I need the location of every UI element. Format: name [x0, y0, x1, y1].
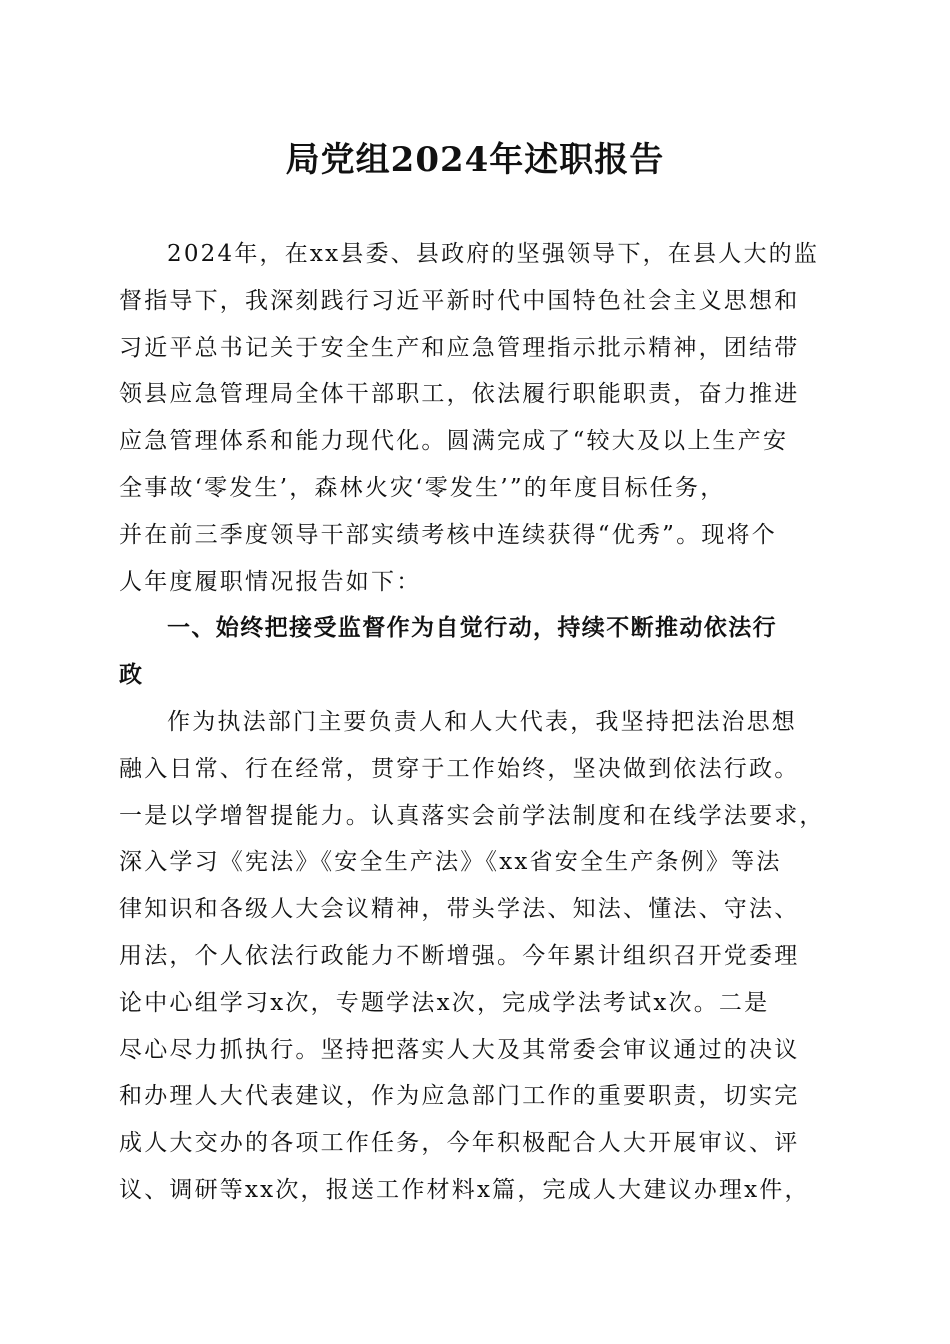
- document-title: 局党组2024年述职报告: [285, 140, 665, 180]
- paragraph-line: 和办理人大代表建议，作为应急部门工作的重要职责，切实完: [119, 1083, 800, 1110]
- document-body: [119, 231, 831, 1214]
- paragraph-line: 成人大交办的各项工作任务，今年积极配合人大开展审议、评: [119, 1130, 800, 1157]
- paragraph-line: 深入学习《宪法》《安全生产法》《xx省安全生产条例》等法: [119, 849, 782, 876]
- paragraph-line: 领县应急管理局全体干部职工，依法履行职能职责，奋力推进: [119, 381, 800, 408]
- paragraph-line: 人年度履职情况报告如下：: [119, 568, 422, 595]
- paragraph-line: 论中心组学习x次，专题学法x次，完成学法考试x次。二是: [119, 989, 770, 1016]
- paragraph-line: 律知识和各级人大会议精神，带头学法、知法、懂法、守法、: [119, 896, 800, 923]
- paragraph-line: 并在前三季度领导干部实绩考核中连续获得“优秀”。现将个: [119, 521, 777, 548]
- paragraph-line: 全事故‘零发生’，森林火灾‘零发生’”的年度目标任务，: [119, 474, 726, 501]
- paragraph-line: 作为执法部门主要负责人和人大代表，我坚持把法治思想: [167, 708, 797, 735]
- paragraph-line: 尽心尽力抓执行。坚持把落实人大及其常委会审议通过的决议: [119, 1036, 800, 1063]
- paragraph-line: 用法，个人依法行政能力不断增强。今年累计组织召开党委理: [119, 942, 800, 969]
- paragraph-line: 2024年，在xx县委、县政府的坚强领导下，在县人大的监: [167, 241, 820, 267]
- paragraph-line: 督指导下，我深刻践行习近平新时代中国特色社会主义思想和: [119, 287, 800, 314]
- paragraph-line: 融入日常、行在经常，贯穿于工作始终，坚决做到依法行政。: [119, 755, 800, 782]
- section-heading-line: 政: [119, 662, 144, 689]
- paragraph-line: 习近平总书记关于安全生产和应急管理指示批示精神，团结带: [119, 334, 800, 361]
- section-heading-line: 一、始终把接受监督作为自觉行动，持续不断推动依法行: [167, 615, 777, 642]
- paragraph-line: 应急管理体系和能力现代化。圆满完成了“较大及以上生产安: [119, 428, 789, 455]
- paragraph-line: 一是以学增智提能力。认真落实会前学法制度和在线学法要求，: [119, 802, 825, 829]
- paragraph-line: 议、调研等xx次，报送工作材料x篇，完成人大建议办理x件，: [119, 1176, 810, 1203]
